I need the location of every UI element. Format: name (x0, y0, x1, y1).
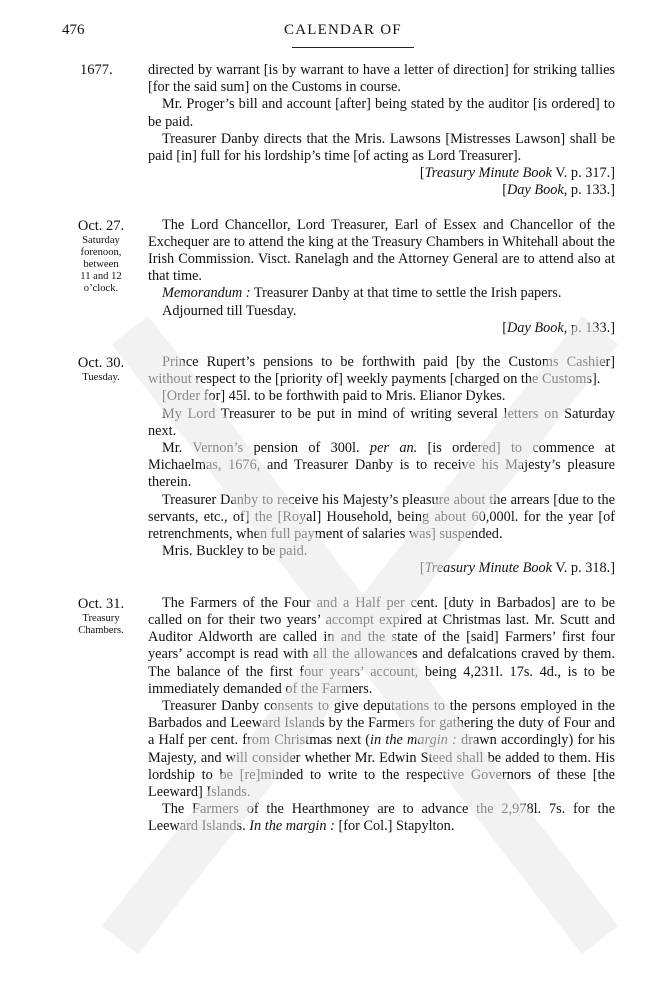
paragraph: Treasurer Danby to receive his Majesty’s pleasure about the arrears [due to the servants, etc., of] the [Royal] Household, being about 60,000l. for the year [of retrenchments, when full payment of salaries was] suspended. (148, 491, 615, 543)
page-content (0, 62, 672, 836)
paragraph: The Lord Chancellor, Lord Treasurer, Earl of Essex and Chancellor of the Exchequer are to attend the king at the Treasury Chambers in Whitehall about the Irish Commission. Visct. Ranelagh and the Attorney General are to attend also at that time. (148, 216, 615, 285)
entry-body (148, 217, 615, 337)
entry-oct-30 (0, 354, 672, 578)
paragraph: My Lord Treasurer to be put in mind of writing several letters on Saturday next. (148, 405, 615, 439)
paragraph: The Farmers of the Four and a Half per cent. [duty in Barbados] are to be called on for their two years’ accompt expired at Christmas last. Mr. Scutt and Auditor Aldworth are called in and the state of the [said] Farmers’ first four years’ accompt is read with all the allowances and defalcations craved by them. The balance of the first four years’ account, being 4,231l. 17s. 4d., is to be immediately demanded of the Farmers. (148, 594, 615, 697)
entry-date: Oct. 27. (77, 217, 125, 234)
year-label: 1677. (80, 62, 113, 78)
paragraph: Mr. Proger’s bill and account [after] being stated by the auditor [is ordered] to be paid. (148, 96, 615, 130)
paragraph: Treasurer Danby consents to give deputations to the persons employed in the Barbados and Leeward Islands by the Farmers for gathering the duty of Four and a Half per cent. from Christmas next (in the margin : drawn accordingly) for his Majesty, and will consider whether Mr. Edwin Steed shall be added to them. His lordship to be [re]minded to write to the respective Governors of these [the Leeward] Islands. (148, 697, 616, 800)
paragraph: Prince Rupert’s pensions to be forthwith paid [by the Customs Cashier] without respect to the [priority of] weekly payments [charged on the Customs]. (148, 354, 615, 388)
header-rule (292, 47, 414, 48)
citation: [Treasury Minute Book V. p. 318.] (419, 560, 615, 577)
day-note: Saturday (82, 234, 120, 246)
day-note: Chambers. (78, 624, 124, 636)
paragraph: Mr. Vernon’s pension of 300l. per an. [is ordered] to commence at Michaelmas, 1676, and Treasurer Danby is to receive his Majesty’s pleasure therein. (148, 440, 615, 491)
entry-continuation (0, 62, 672, 200)
paragraph: Memorandum : Treasurer Danby at that time to settle the Irish papers. (162, 285, 562, 302)
entry-oct-27 (0, 217, 672, 337)
entry-body (148, 595, 615, 836)
citation: [Day Book, p. 133.] (502, 182, 615, 199)
paragraph: Adjourned till Tuesday. (162, 302, 297, 319)
margin-note (62, 218, 140, 295)
memo-label: Memorandum : (162, 285, 251, 302)
day-note: Treasury (82, 612, 120, 624)
margin-year (62, 62, 140, 79)
citation: [Treasury Minute Book V. p. 317.] (419, 165, 615, 182)
entry-date: Oct. 30. (77, 355, 125, 372)
page-number: 476 (62, 22, 85, 38)
paragraph: The Farmers of the Hearthmoney are to advance the 2,978l. 7s. for the Leeward Islands. In the margin : [for Col.] Stapylton. (148, 801, 615, 835)
citation: [Day Book, p. 133.] (502, 319, 615, 336)
day-note: between (83, 258, 119, 270)
margin-note (62, 355, 140, 384)
day-note: forenoon, (80, 246, 122, 258)
page-header (0, 22, 672, 44)
day-note: 11 and 12 (80, 270, 122, 282)
paragraph: Mris. Buckley to be paid. (162, 543, 308, 560)
entry-body (148, 62, 615, 200)
day-note: o’clock. (83, 282, 119, 294)
paragraph: directed by warrant [is by warrant to have a letter of direction] for striking tallies [for the said sum] on the Customs in course. (148, 62, 615, 96)
entry-date: Oct. 31. (77, 595, 125, 612)
day-note: Tuesday. (82, 372, 120, 384)
entry-oct-31 (0, 595, 672, 836)
running-title: CALENDAR OF (284, 22, 402, 38)
paragraph: Treasurer Danby directs that the Mris. Lawsons [Mistresses Lawson] shall be paid [in] full for his lordship’s time [of acting as Lord Treasurer]. (148, 130, 615, 165)
paragraph: [Order for] 45l. to be forthwith paid to Mris. Elianor Dykes. (162, 388, 506, 405)
entry-body (148, 354, 615, 578)
margin-note (62, 596, 140, 637)
